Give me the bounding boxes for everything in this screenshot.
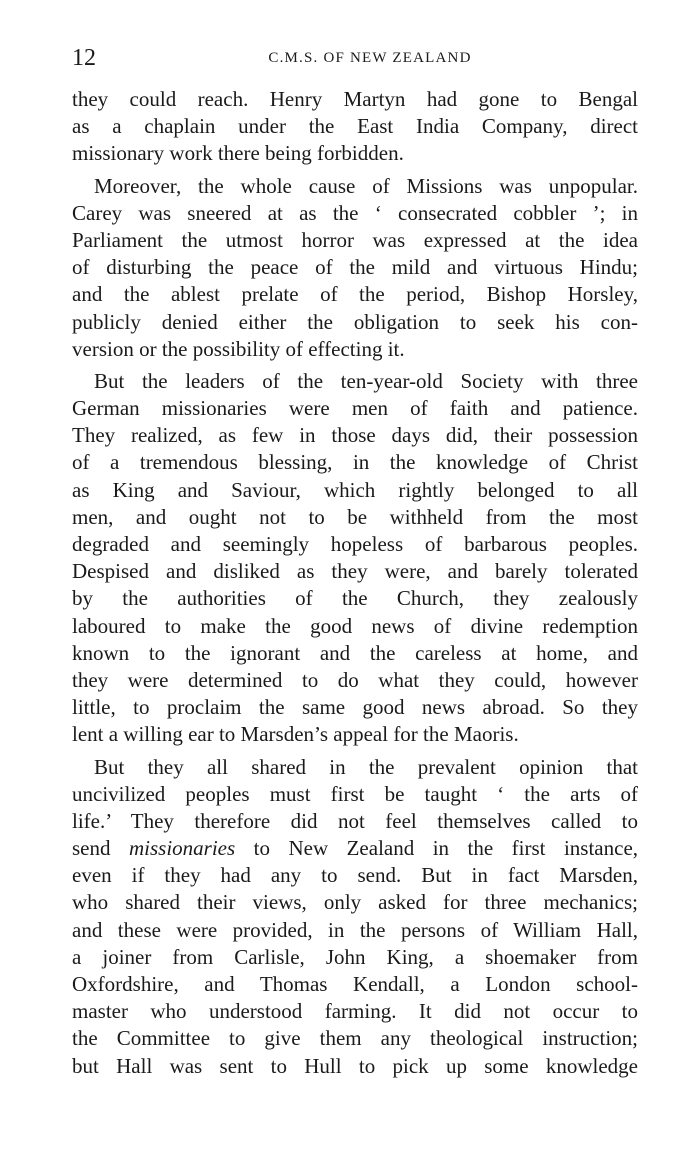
text-line: publicly denied either the obligation to seek his con- xyxy=(72,309,638,334)
text-line: and these were provided, in the persons of William Hall, xyxy=(72,917,638,942)
text-line: men, and ought not to be withheld from the most xyxy=(72,504,638,529)
text-line: missionary work there being forbidden. xyxy=(72,141,404,166)
paragraph-3 xyxy=(72,368,638,749)
text-line: by the authorities of the Church, they zealously xyxy=(72,586,638,611)
text-line: known to the ignorant and the careless at home, and xyxy=(72,640,638,665)
text-line: as a chaplain under the East India Company, direct xyxy=(72,114,638,139)
text-line: lent a willing ear to Marsden’s appeal for the Maoris. xyxy=(72,722,519,747)
body-text xyxy=(72,86,638,1080)
text-line: uncivilized peoples must first be taught ‘ the arts of xyxy=(72,781,638,806)
italic-word: missionaries xyxy=(128,836,236,861)
text-line: of a tremendous blessing, in the knowledge of Christ xyxy=(72,450,638,475)
paragraph-2 xyxy=(72,173,638,363)
text-line: but Hall was sent to Hull to pick up some knowledge xyxy=(72,1053,638,1078)
text-line: Moreover, the whole cause of Missions was unpopular. xyxy=(94,173,638,198)
running-head xyxy=(72,44,638,72)
text-line: Parliament the utmost horror was expressed at the idea xyxy=(72,227,638,252)
text-line: German missionaries were men of faith and patience. xyxy=(72,396,638,421)
running-title: C.M.S. OF NEW ZEALAND xyxy=(268,50,472,66)
text-line: life.’ They therefore did not feel themselves called to xyxy=(72,808,638,833)
page-number: 12 xyxy=(72,45,96,71)
text-line: and the ablest prelate of the period, Bishop Horsley, xyxy=(72,282,638,307)
text-line: Oxfordshire, and Thomas Kendall, a London school- xyxy=(72,972,638,996)
text-segment: send xyxy=(72,836,111,861)
text-line: But the leaders of the ten-year-old Society with three xyxy=(94,368,638,393)
paragraph-1 xyxy=(72,86,638,168)
text-line: who shared their views, only asked for three mechanics; xyxy=(72,890,638,915)
text-segment: to New Zealand in the first instance, xyxy=(253,836,638,861)
text-line: as King and Saviour, which rightly belonged to all xyxy=(72,477,638,502)
text-line: of disturbing the peace of the mild and virtuous Hindu; xyxy=(72,255,638,280)
text-line: little, to proclaim the same good news abroad. So they xyxy=(72,695,638,720)
text-line: they were determined to do what they could, however xyxy=(72,667,638,692)
text-line: they could reach. Henry Martyn had gone to Bengal xyxy=(72,87,638,111)
text-line: a joiner from Carlisle, John King, a shoemaker from xyxy=(72,944,638,969)
text-line: version or the possibility of effecting it. xyxy=(72,336,405,361)
paragraph-4 xyxy=(72,754,638,1080)
text-line: the Committee to give them any theological instruction; xyxy=(72,1026,638,1051)
text-line: even if they had any to send. But in fact Marsden, xyxy=(72,863,638,888)
text-line: laboured to make the good news of divine redemption xyxy=(72,613,638,638)
text-line: Carey was sneered at as the ‘ consecrated cobbler ’; in xyxy=(72,200,638,225)
text-line-with-italic xyxy=(72,835,638,862)
text-line: master who understood farming. It did not occur to xyxy=(72,999,638,1024)
text-line: They realized, as few in those days did, their possession xyxy=(72,423,638,448)
text-line: degraded and seemingly hopeless of barbarous peoples. xyxy=(72,532,638,556)
text-line: But they all shared in the prevalent opinion that xyxy=(94,754,638,779)
text-line: Despised and disliked as they were, and barely tolerated xyxy=(72,559,638,584)
